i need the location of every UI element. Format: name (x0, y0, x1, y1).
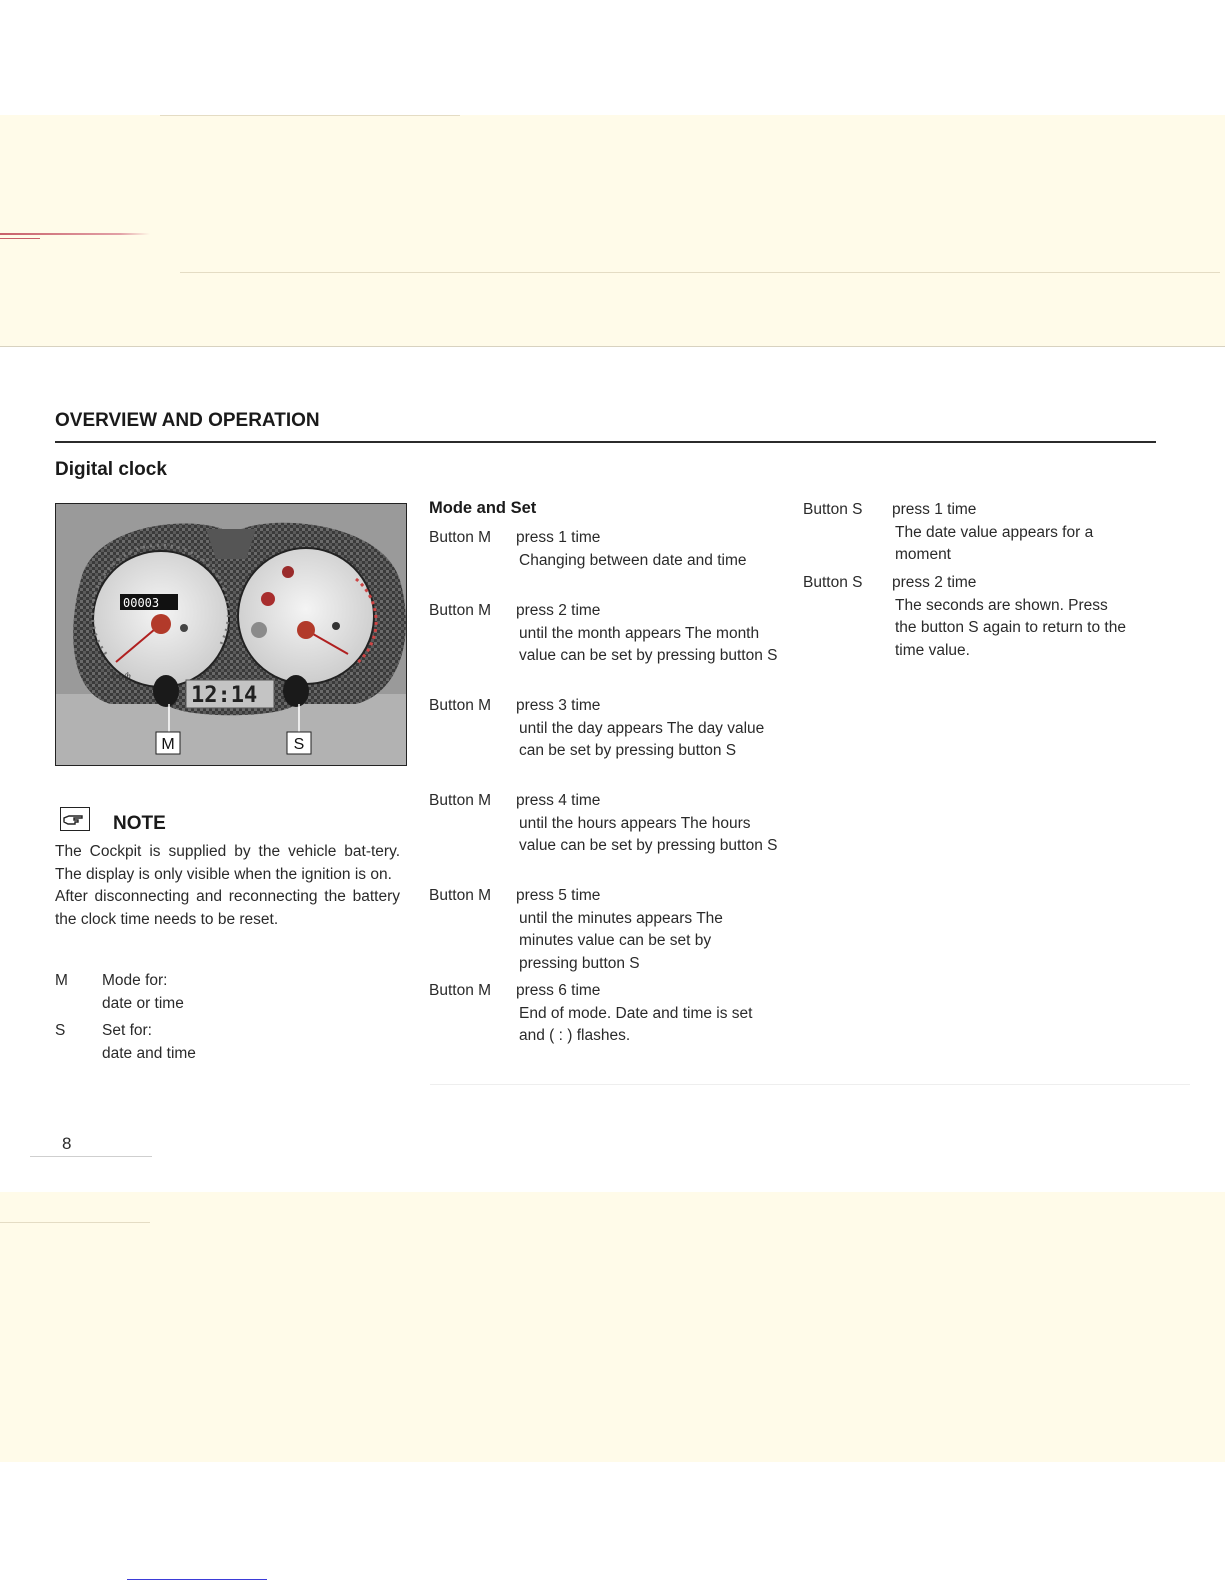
entry-action: press 1 time (892, 501, 977, 518)
bottom-tint-band (0, 1192, 1225, 1462)
legend-desc-line: Mode for: (102, 972, 168, 989)
legend-desc-line: Set for: (102, 1022, 152, 1039)
label-m: M (161, 736, 175, 753)
note-paragraph: The Cockpit is supplied by the vehicle bat-tery. The display is only visible when the ignition is on. (55, 843, 400, 883)
speed-unit: km/h (111, 672, 132, 681)
top-tint-band (0, 115, 1225, 347)
bottom-underline (127, 1579, 267, 1580)
section-title: OVERVIEW AND OPERATION (55, 410, 320, 431)
entry-action: press 6 time (516, 982, 601, 999)
entry-detail: Changing between date and time (519, 551, 747, 569)
scan-line (160, 115, 460, 116)
page-number-rule (30, 1156, 152, 1157)
entry-detail: The seconds are shown. Press the button S again to return to the time value. (895, 596, 1126, 659)
entry-label: Button S (803, 574, 863, 591)
entry-action: press 1 time (516, 529, 601, 546)
entry-label: Button M (429, 887, 492, 904)
red-scan-mark-2 (0, 238, 40, 239)
mode-button-m (153, 675, 179, 707)
scan-line (180, 272, 1220, 273)
entry-label: Button M (429, 529, 492, 546)
odometer-readout: 00003 (123, 596, 160, 610)
legend-key: S (55, 1022, 66, 1039)
entry-detail: The date value appears for a moment (895, 523, 1094, 563)
entry-detail: until the day appears The day value can be set by pressing button S (519, 719, 765, 759)
scan-line (430, 1084, 1190, 1085)
page-number: 8 (62, 1134, 72, 1153)
entry-action: press 4 time (516, 792, 601, 809)
legend-key: M (55, 972, 68, 989)
entry-action: press 2 time (516, 602, 601, 619)
entry-action: press 5 time (516, 887, 601, 904)
pointing-hand-icon (60, 807, 90, 831)
entry-label: Button M (429, 792, 492, 809)
scan-line (0, 346, 1225, 347)
label-s: S (293, 736, 305, 753)
legend-desc-line: date or time (102, 994, 184, 1012)
mode-and-set-title: Mode and Set (429, 499, 537, 517)
entry-label: Button M (429, 697, 492, 714)
page-subtitle: Digital clock (55, 459, 167, 480)
clock-display: 12:14 (191, 683, 258, 708)
set-button-s (283, 675, 309, 707)
entry-action: press 2 time (892, 574, 977, 591)
entry-detail: until the hours appears The hours value can be set by pressing button S (519, 814, 778, 854)
fuel-temp-dial (238, 548, 374, 684)
entry-action: press 3 time (516, 697, 601, 714)
note-text (55, 841, 400, 932)
legend-desc-line: date and time (102, 1044, 196, 1062)
entry-detail: until the month appears The month value can be set by pressing button S (519, 624, 778, 664)
section-rule (55, 441, 1156, 443)
entry-label: Button S (803, 501, 863, 518)
note-title: NOTE (113, 813, 166, 834)
entry-detail: until the minutes appears The minutes value can be set by pressing button S (519, 909, 723, 972)
entry-detail: End of mode. Date and time is set and ( : ) flashes. (519, 1004, 753, 1044)
scan-line (0, 1222, 150, 1223)
note-paragraph: After disconnecting and reconnecting the battery the clock time needs to be reset. (55, 888, 400, 929)
entry-label: Button M (429, 602, 492, 619)
red-scan-mark (0, 233, 150, 235)
cockpit-photo (55, 503, 407, 766)
entry-label: Button M (429, 982, 492, 999)
